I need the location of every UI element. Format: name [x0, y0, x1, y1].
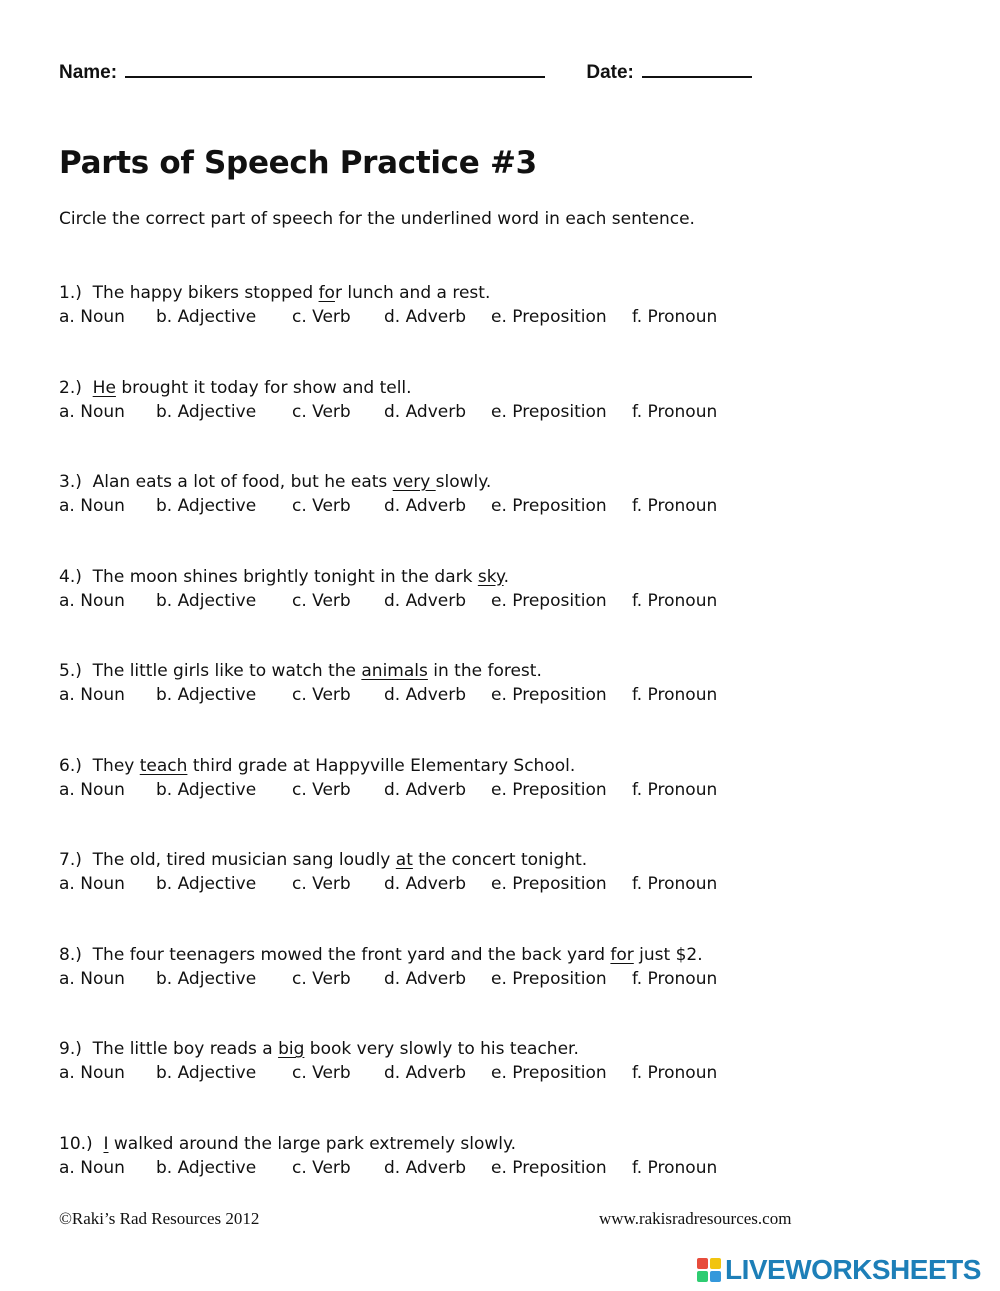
sentence-text: Alan eats a lot of food, but he eats — [81, 472, 393, 492]
answer-option[interactable]: a. Noun — [59, 1063, 125, 1083]
question-item — [59, 659, 959, 707]
answer-option[interactable]: e. Preposition — [491, 779, 607, 800]
instructions: Circle the correct part of speech for the underlined word in each sentence. — [59, 209, 695, 229]
question-sentence — [59, 1132, 959, 1156]
underlined-word: for — [610, 944, 634, 965]
sentence-text: walked around the large park extremely slowly. — [108, 1133, 517, 1154]
answer-option[interactable]: b. Adjective — [156, 496, 257, 516]
sentence-text: The little boy reads a — [81, 1039, 279, 1059]
question-item — [59, 754, 959, 802]
sentence-text: slowly. — [435, 472, 492, 492]
answer-option[interactable]: c. Verb — [292, 496, 351, 516]
answer-options — [59, 305, 959, 329]
answer-option[interactable]: b. Adjective — [156, 685, 257, 705]
answer-option[interactable]: a. Noun — [59, 496, 125, 516]
date-blank-line[interactable] — [642, 58, 752, 78]
question-sentence — [59, 565, 959, 589]
sentence-text: The moon shines brightly tonight in the dark — [81, 566, 478, 587]
sentence-text: third grade at Happyville Elementary School. — [187, 755, 576, 776]
underlined-word: sky — [477, 566, 504, 587]
logo-text: LIVEWORKSHEETS — [725, 1254, 981, 1285]
question-number: 2.) — [59, 377, 82, 398]
answer-option[interactable]: b. Adjective — [156, 874, 257, 894]
answer-options — [59, 494, 959, 518]
sentence-text: book very slowly to his teacher. — [304, 1039, 579, 1059]
logo-block — [697, 1258, 708, 1269]
sentence-text: in the forest. — [427, 661, 542, 681]
answer-option[interactable]: d. Adverb — [384, 874, 467, 894]
answer-option[interactable]: d. Adverb — [384, 779, 467, 800]
question-number: 9.) — [59, 1039, 82, 1059]
answer-option[interactable]: a. Noun — [59, 968, 125, 989]
question-item — [59, 943, 959, 991]
name-label: Name: — [59, 62, 118, 83]
footer-website: www.rakisradresources.com — [599, 1209, 792, 1228]
question-item — [59, 1037, 959, 1085]
answer-option[interactable]: e. Preposition — [491, 1063, 607, 1083]
answer-options — [59, 1061, 959, 1085]
answer-option[interactable]: f. Pronoun — [632, 401, 718, 422]
answer-option[interactable]: c. Verb — [292, 307, 351, 327]
answer-option[interactable]: f. Pronoun — [632, 590, 718, 611]
question-sentence — [59, 943, 959, 967]
answer-option[interactable]: f. Pronoun — [632, 496, 718, 516]
sentence-text: They — [81, 755, 140, 776]
footer-copyright: ©Raki’s Rad Resources 2012 — [59, 1209, 260, 1228]
answer-option[interactable]: d. Adverb — [384, 1157, 467, 1178]
answer-option[interactable]: b. Adjective — [156, 1063, 257, 1083]
answer-option[interactable]: a. Noun — [59, 874, 125, 894]
answer-option[interactable]: b. Adjective — [156, 401, 257, 422]
answer-option[interactable]: e. Preposition — [491, 968, 607, 989]
answer-option[interactable]: b. Adjective — [156, 1157, 257, 1178]
question-sentence — [59, 754, 959, 778]
answer-option[interactable]: c. Verb — [292, 874, 351, 894]
underlined-word: at — [395, 850, 413, 870]
answer-option[interactable]: f. Pronoun — [632, 1157, 718, 1178]
question-number: 1.) — [59, 283, 82, 303]
date-label: Date: — [586, 62, 634, 83]
answer-option[interactable]: e. Preposition — [491, 1157, 607, 1178]
logo-block — [710, 1258, 721, 1269]
question-number: 8.) — [59, 944, 82, 965]
answer-option[interactable]: c. Verb — [292, 968, 351, 989]
answer-option[interactable]: a. Noun — [59, 685, 125, 705]
answer-option[interactable]: e. Preposition — [491, 590, 607, 611]
sentence-text: The four teenagers mowed the front yard and the back yard — [81, 944, 611, 965]
answer-option[interactable]: a. Noun — [59, 590, 125, 611]
question-number: 4.) — [59, 566, 82, 587]
underlined-word: I — [103, 1133, 109, 1154]
sentence-text: . — [503, 566, 509, 587]
sentence-text: The old, tired musician sang loudly — [81, 850, 396, 870]
liveworksheets-logo — [697, 1255, 981, 1285]
answer-options — [59, 872, 959, 896]
page-title: Parts of Speech Practice #3 — [59, 145, 537, 181]
question-number: 7.) — [59, 850, 82, 870]
answer-options — [59, 967, 959, 991]
answer-option[interactable]: b. Adjective — [156, 590, 257, 611]
answer-option[interactable]: c. Verb — [292, 1063, 351, 1083]
answer-option[interactable]: f. Pronoun — [632, 779, 718, 800]
question-sentence — [59, 848, 959, 872]
answer-option[interactable]: d. Adverb — [384, 968, 467, 989]
question-number: 5.) — [59, 661, 82, 681]
answer-option[interactable]: d. Adverb — [384, 496, 467, 516]
question-item — [59, 1132, 959, 1180]
answer-option[interactable]: c. Verb — [292, 779, 351, 800]
question-sentence — [59, 659, 959, 683]
sentence-text: r lunch and a rest. — [334, 283, 491, 303]
answer-option[interactable]: f. Pronoun — [632, 1063, 718, 1083]
answer-options — [59, 778, 959, 802]
sentence-text: The happy bikers stopped — [81, 283, 319, 303]
underlined-word: very — [392, 472, 436, 492]
answer-option[interactable]: a. Noun — [59, 779, 125, 800]
answer-option[interactable]: d. Adverb — [384, 685, 467, 705]
answer-option[interactable]: a. Noun — [59, 401, 125, 422]
underlined-word: animals — [361, 661, 428, 681]
header-line — [59, 58, 752, 84]
question-item — [59, 565, 959, 613]
answer-option[interactable]: b. Adjective — [156, 968, 257, 989]
underlined-word: fo — [318, 283, 335, 303]
sentence-text: just $2. — [633, 944, 703, 965]
question-number: 10.) — [59, 1133, 93, 1154]
logo-block — [710, 1271, 721, 1282]
logo-block — [697, 1271, 708, 1282]
answer-option[interactable]: e. Preposition — [491, 307, 607, 327]
question-number: 6.) — [59, 755, 82, 776]
answer-option[interactable]: b. Adjective — [156, 779, 257, 800]
answer-option[interactable]: e. Preposition — [491, 685, 607, 705]
answer-option[interactable]: f. Pronoun — [632, 874, 718, 894]
logo-blocks-icon — [697, 1258, 721, 1282]
sentence-text: The little girls like to watch the — [81, 661, 362, 681]
answer-option[interactable]: b. Adjective — [156, 307, 257, 327]
sentence-text — [82, 378, 93, 398]
answer-option[interactable]: c. Verb — [292, 1157, 351, 1178]
answer-option[interactable]: e. Preposition — [491, 401, 607, 422]
answer-options — [59, 683, 959, 707]
question-item — [59, 470, 959, 518]
question-sentence — [59, 376, 959, 400]
answer-option[interactable]: c. Verb — [292, 590, 351, 611]
question-item — [59, 376, 959, 424]
answer-option[interactable]: e. Preposition — [491, 496, 607, 516]
question-sentence — [59, 1037, 959, 1061]
question-item — [59, 281, 959, 329]
answer-option[interactable]: c. Verb — [292, 685, 351, 705]
answer-option[interactable]: f. Pronoun — [632, 968, 718, 989]
answer-options — [59, 589, 959, 613]
answer-option[interactable]: e. Preposition — [491, 874, 607, 894]
sentence-text: the concert tonight. — [412, 850, 588, 870]
answer-option[interactable]: d. Adverb — [384, 590, 467, 611]
sentence-text: brought it today for show and tell. — [115, 377, 412, 398]
underlined-word: big — [278, 1039, 305, 1059]
answer-option[interactable]: f. Pronoun — [632, 685, 718, 705]
answer-option[interactable]: c. Verb — [292, 401, 351, 422]
answer-options — [59, 400, 959, 424]
underlined-word: He — [92, 377, 116, 398]
answer-options — [59, 1156, 959, 1180]
name-blank-line[interactable] — [125, 58, 545, 78]
question-sentence — [59, 470, 959, 494]
answer-option[interactable]: d. Adverb — [384, 401, 467, 422]
underlined-word: teach — [139, 755, 188, 776]
answer-option[interactable]: d. Adverb — [384, 307, 467, 327]
sentence-text — [93, 1134, 104, 1154]
question-number: 3.) — [59, 472, 82, 492]
answer-option[interactable]: a. Noun — [59, 1157, 125, 1178]
answer-option[interactable]: d. Adverb — [384, 1063, 467, 1083]
answer-option[interactable]: a. Noun — [59, 307, 125, 327]
question-sentence — [59, 281, 959, 305]
answer-option[interactable]: f. Pronoun — [632, 307, 718, 327]
question-item — [59, 848, 959, 896]
